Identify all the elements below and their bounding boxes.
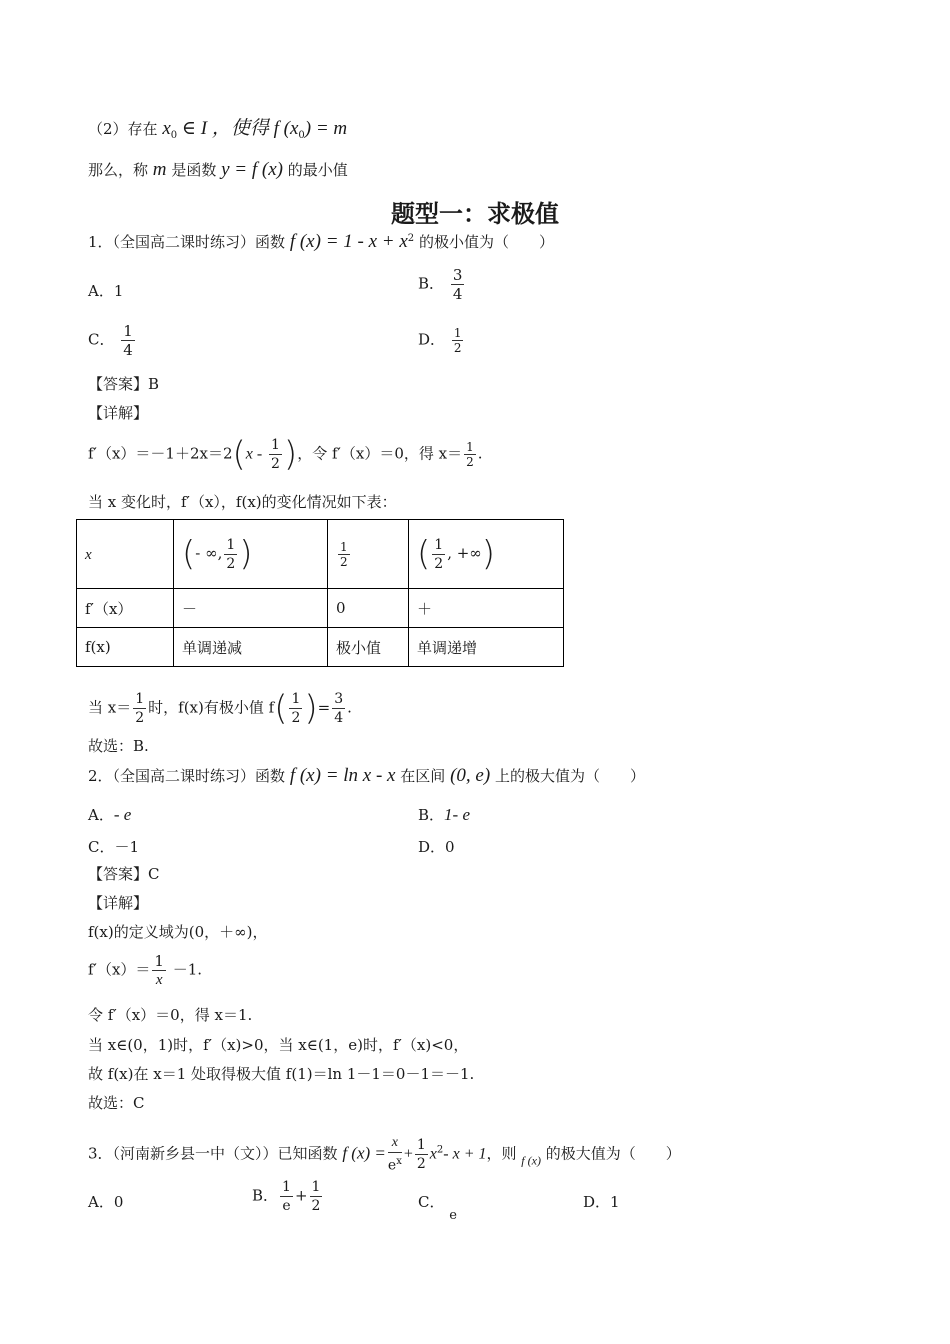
- denominator: 2: [226, 555, 236, 572]
- table-cell: f(x): [77, 628, 174, 667]
- fraction: [121, 322, 135, 359]
- text: 的最小值: [287, 161, 348, 179]
- label: C．: [88, 330, 115, 349]
- right-paren: ): [283, 434, 298, 475]
- text: －1.: [172, 960, 203, 979]
- denominator: 2: [434, 555, 444, 572]
- left-paren: (: [274, 688, 288, 729]
- q3-option-c[interactable]: [418, 1191, 457, 1223]
- fraction: [464, 440, 476, 469]
- q2-option-c[interactable]: C．－1: [88, 838, 140, 856]
- denominator: 2: [466, 455, 474, 469]
- fraction: [338, 540, 350, 569]
- fraction: [269, 436, 282, 473]
- numerator: 1: [340, 539, 348, 554]
- text: ，令 f′（x）＝0，得 x＝: [297, 444, 463, 463]
- numerator: 1: [154, 952, 164, 970]
- denominator: e: [282, 1198, 291, 1214]
- fraction: [332, 690, 345, 727]
- q1-answer: 【答案】B: [88, 375, 160, 393]
- table-row: [77, 589, 564, 628]
- q3-stem: [88, 1134, 681, 1175]
- condition-2-line: [88, 119, 347, 146]
- table-cell: 极小值: [328, 628, 409, 667]
- text: 2．（全国高二课时练习）函数: [88, 767, 286, 785]
- q1-option-a[interactable]: A．1: [88, 282, 124, 300]
- subscript: 0: [298, 130, 305, 141]
- q2-step-2: 当 x∈(0，1)时，f′（x)>0，当 x∈(1，e)时，f′（x)<0，: [88, 1036, 469, 1054]
- plus: +: [294, 1186, 308, 1205]
- fraction: [133, 690, 146, 727]
- text: 那么，称: [88, 161, 149, 179]
- text: 上的极大值为（ ）: [494, 767, 645, 785]
- q3-option-d[interactable]: D．1: [583, 1193, 620, 1211]
- q2-detail-heading: 【详解】: [88, 894, 149, 912]
- q1-detail-heading: 【详解】: [88, 404, 149, 422]
- q1-conclusion-line: [88, 690, 352, 727]
- table-row: [77, 628, 564, 667]
- q1-option-d[interactable]: [418, 326, 465, 355]
- denominator: 4: [123, 341, 133, 359]
- subscript: 0: [170, 130, 178, 141]
- right-paren: ): [239, 534, 253, 574]
- label: B．: [418, 274, 445, 293]
- math: f (x) = 1 - x + x: [289, 231, 408, 252]
- label: A．: [88, 806, 114, 824]
- math: e: [449, 1208, 457, 1223]
- table-cell: 单调递增: [409, 628, 564, 667]
- q1-option-c[interactable]: [88, 322, 137, 359]
- left-paren: (: [232, 434, 246, 475]
- denominator: 4: [334, 710, 344, 726]
- q2-option-a[interactable]: [88, 804, 131, 825]
- table-cell: －: [174, 589, 328, 628]
- q2-derivative-line: [88, 952, 202, 989]
- numerator: 3: [452, 266, 463, 284]
- table-cell: [77, 520, 174, 589]
- text: （2）存在: [88, 120, 158, 138]
- table-cell: [409, 520, 564, 589]
- q3-option-a[interactable]: A．0: [88, 1193, 124, 1211]
- superscript: 2: [407, 233, 415, 244]
- denominator: 4: [452, 285, 463, 303]
- text: .: [347, 698, 352, 717]
- numerator: 1: [135, 691, 145, 707]
- numerator: 1: [291, 691, 301, 707]
- denominator: 2: [416, 1155, 426, 1172]
- table-cell: f′（x）: [77, 589, 174, 628]
- denominator: 2: [453, 341, 462, 355]
- denominator: [388, 1153, 402, 1175]
- fraction: [224, 536, 237, 573]
- numerator: 1: [434, 536, 444, 553]
- q1-derivative-line: [88, 436, 483, 473]
- numerator: 1: [311, 1179, 321, 1195]
- numerator: 1: [416, 1136, 426, 1153]
- right-paren: ): [304, 688, 318, 729]
- denominator: 2: [271, 456, 280, 472]
- cell-text: - ∞,: [195, 544, 223, 562]
- q2-step-3: 故 f(x)在 x＝1 处取得极大值 f(1)＝ln 1－1＝0－1＝－1.: [88, 1065, 475, 1083]
- q1-stem: [88, 229, 554, 252]
- numerator: 1: [226, 536, 236, 553]
- math: - e: [113, 805, 132, 824]
- numerator: 1: [282, 1179, 291, 1195]
- left-paren: (: [417, 534, 431, 574]
- math: ) = m: [304, 118, 348, 139]
- q1-choose: 故选：B.: [88, 737, 149, 755]
- table-cell: ＋: [409, 589, 564, 628]
- fraction: [432, 536, 445, 573]
- label: C．: [418, 1193, 445, 1211]
- text: 的极大值为（ ）: [545, 1144, 681, 1163]
- text: f′（x）＝: [88, 960, 151, 979]
- text: ，则: [486, 1144, 517, 1163]
- e-base: e: [387, 1157, 397, 1174]
- q3-option-b[interactable]: [252, 1178, 324, 1215]
- numerator: 1: [271, 437, 280, 453]
- cell-text: , +∞: [447, 544, 482, 562]
- math: - x + 1: [443, 1145, 487, 1163]
- numerator: x: [388, 1134, 402, 1153]
- label: D．: [418, 330, 446, 349]
- superscript: x: [396, 1156, 402, 1167]
- fraction: [280, 1178, 293, 1215]
- denominator: 2: [311, 1198, 321, 1214]
- q2-option-b[interactable]: [418, 804, 470, 825]
- fraction: [452, 326, 464, 355]
- text: =: [317, 698, 331, 717]
- denominator: 2: [340, 554, 348, 569]
- math: f (x) = ln x - x: [289, 765, 396, 786]
- math: f (x): [521, 1153, 541, 1168]
- right-paren: ): [481, 534, 496, 574]
- text: 是函数: [171, 161, 217, 179]
- fraction: [451, 266, 465, 303]
- q2-option-d[interactable]: D．0: [418, 838, 455, 856]
- text: f′（x）＝－1＋2x＝2: [88, 444, 233, 463]
- q1-option-b[interactable]: [418, 266, 466, 303]
- superscript: 2: [436, 1144, 444, 1156]
- variation-table: [76, 519, 564, 667]
- fraction: [388, 1134, 402, 1175]
- text: 3．（河南新乡县一中（文））已知函数: [88, 1144, 338, 1163]
- cell-text: x: [85, 546, 92, 563]
- text: 时，f(x)有极小值 f: [148, 698, 275, 717]
- text: 的极小值为（ ）: [418, 233, 554, 251]
- text: 1．（全国高二课时练习）函数: [88, 233, 286, 251]
- math: 1- e: [444, 805, 470, 824]
- math: f (x) =: [342, 1143, 386, 1163]
- table-cell: [328, 520, 409, 589]
- math: x -: [245, 445, 263, 463]
- left-paren: (: [182, 534, 196, 574]
- math: y = f (x): [221, 159, 283, 180]
- denominator: x: [155, 972, 163, 988]
- math: (0, e): [450, 765, 491, 786]
- numerator: 1: [453, 326, 462, 340]
- math: x: [162, 118, 171, 139]
- label: B．: [252, 1186, 279, 1205]
- q1-table-intro: 当 x 变化时，f′（x），f(x)的变化情况如下表：: [88, 493, 397, 511]
- fraction: [310, 1178, 323, 1215]
- text: 当 x＝: [88, 698, 132, 717]
- table-cell: [174, 520, 328, 589]
- minimum-definition-line: [88, 160, 348, 180]
- label: B．: [418, 806, 445, 824]
- q2-stem: [88, 766, 645, 786]
- fraction: [289, 690, 302, 727]
- math: f (x: [273, 118, 299, 139]
- text: .: [477, 444, 483, 463]
- table-row: [77, 520, 564, 589]
- denominator: 2: [135, 710, 145, 726]
- math: ∈ I ，使得: [181, 118, 269, 139]
- math: m: [152, 159, 167, 180]
- table-cell: 单调递减: [174, 628, 328, 667]
- text: 在区间: [400, 767, 446, 785]
- q2-answer: 【答案】C: [88, 865, 160, 883]
- table-cell: 0: [328, 589, 409, 628]
- denominator: 2: [291, 710, 301, 726]
- fraction: [152, 952, 166, 989]
- section-title: 题型一：求极值: [391, 200, 559, 228]
- q2-choose: 故选：C: [88, 1094, 145, 1112]
- numerator: 3: [334, 691, 344, 707]
- math: +: [403, 1145, 413, 1163]
- numerator: 1: [123, 322, 133, 340]
- numerator: 1: [466, 440, 474, 454]
- q2-step-1: 令 f′（x）＝0，得 x＝1.: [88, 1006, 253, 1024]
- fraction: [415, 1136, 428, 1173]
- math: x: [429, 1145, 437, 1163]
- q2-domain-line: f(x)的定义域为(0，＋∞)，: [88, 923, 268, 941]
